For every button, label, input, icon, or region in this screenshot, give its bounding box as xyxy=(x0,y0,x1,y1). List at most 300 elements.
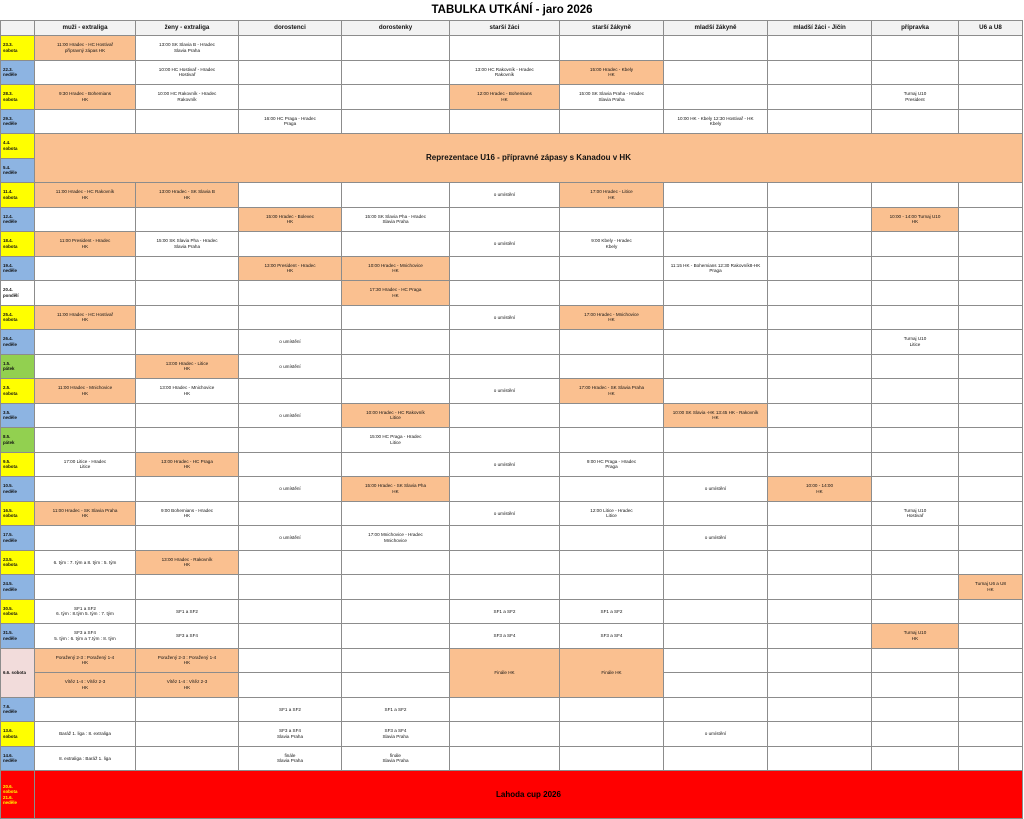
match-cell-starsi-zaci xyxy=(450,624,560,649)
date-weekday: neděle xyxy=(3,219,17,225)
date-day: 17.5. xyxy=(3,532,13,538)
match-cell-u6-a-u8 xyxy=(959,207,1023,232)
date-day: 26.4. xyxy=(3,336,13,342)
match-cell-muzi-extraliga xyxy=(35,550,136,575)
match-cell-mladsi-zaci-jicin xyxy=(768,60,872,85)
header-dorostenci: dorostenci xyxy=(239,21,342,36)
match-text: 13:00 Hradec - SK Slavia B xyxy=(159,189,215,195)
date-day: 9.5. xyxy=(3,458,11,464)
date-weekday: neděle xyxy=(3,121,17,127)
match-cell-starsi-zakyne xyxy=(560,648,664,697)
schedule-row xyxy=(1,722,1023,747)
schedule-row xyxy=(1,599,1023,624)
schedule-row xyxy=(1,134,1023,159)
date-cell xyxy=(1,599,35,624)
match-venue: HK xyxy=(183,464,191,470)
match-venue: HK xyxy=(183,390,191,396)
match-cell-dorostenky xyxy=(342,452,450,477)
match-cell-pripravka xyxy=(872,183,959,208)
match-cell-muzi-extraliga xyxy=(35,746,136,771)
match-cell-dorostenci xyxy=(239,477,342,502)
match-cell-zeny-extraliga xyxy=(136,330,239,355)
match-text: 15:00 Hradec - Bolevec xyxy=(265,213,314,219)
match-venue: HK xyxy=(183,366,191,372)
match-cell-dorostenci xyxy=(239,550,342,575)
match-cell-muzi-extraliga xyxy=(35,526,136,551)
date-weekday: neděle xyxy=(3,537,17,543)
match-venue: Kbely xyxy=(605,243,618,249)
date-cell xyxy=(1,722,35,747)
match-cell-starsi-zaci xyxy=(450,722,560,747)
match-text: 10:00 HC Rakovník - Hradec xyxy=(157,91,217,97)
match-text: SF1 a SF2 xyxy=(176,608,198,614)
match-cell-mladsi-zakyne xyxy=(664,183,768,208)
match-venue: HK xyxy=(608,317,615,323)
match-venue: HK xyxy=(392,488,399,494)
match-text: 10:00 - 14:00 Turnaj U10 xyxy=(889,213,941,219)
match-cell-dorostenci xyxy=(239,109,342,134)
match-text: 17:30 Hradec - HC Praga xyxy=(369,287,422,293)
match-text: 15:00 SK Slavia Pha - Hradec xyxy=(156,238,218,244)
match-cell-dorostenky xyxy=(342,599,450,624)
match-cell-dorostenci xyxy=(239,232,342,257)
match-cell-pripravka xyxy=(872,354,959,379)
date-day: 24.5. xyxy=(3,581,13,587)
match-cell-pripravka xyxy=(872,330,959,355)
match-cell-muzi-extraliga xyxy=(35,232,136,257)
match-cell-zeny-extraliga xyxy=(136,256,239,281)
match-cell-muzi-extraliga xyxy=(35,207,136,232)
match-cell-dorostenci xyxy=(239,354,342,379)
match-cell-pripravka xyxy=(872,477,959,502)
match-cell-dorostenci xyxy=(239,673,342,698)
match-cell-mladsi-zaci-jicin xyxy=(768,207,872,232)
match-text: SF3 a SF4 xyxy=(384,728,407,734)
match-cell-mladsi-zakyne xyxy=(664,305,768,330)
date-cell xyxy=(1,85,35,110)
match-cell-starsi-zaci xyxy=(450,599,560,624)
match-cell-mladsi-zaci-jicin xyxy=(768,697,872,722)
date-day: 28.3. xyxy=(3,91,13,97)
match-text: 10:00 SK Slavia -HK 13:45 HK - Rakovník xyxy=(672,409,759,415)
match-venue: President xyxy=(905,96,925,102)
date-cell xyxy=(1,697,35,722)
match-cell-u6-a-u8 xyxy=(959,36,1023,61)
date-cell xyxy=(1,60,35,85)
match-cell-mladsi-zaci-jicin xyxy=(768,624,872,649)
schedule-row xyxy=(1,379,1023,404)
match-cell-zeny-extraliga xyxy=(136,354,239,379)
match-cell-mladsi-zaci-jicin xyxy=(768,109,872,134)
match-cell-mladsi-zakyne xyxy=(664,256,768,281)
match-cell-u6-a-u8 xyxy=(959,109,1023,134)
match-cell-mladsi-zakyne xyxy=(664,746,768,771)
match-venue: HK xyxy=(286,219,294,225)
date-weekday: neděle xyxy=(3,72,17,78)
schedule-row xyxy=(1,354,1023,379)
match-cell-muzi-extraliga xyxy=(35,36,136,61)
match-venue: HK xyxy=(911,635,919,641)
match-cell-pripravka xyxy=(872,575,959,600)
match-cell-starsi-zaci xyxy=(450,305,560,330)
match-cell-starsi-zaci xyxy=(450,697,560,722)
match-cell-starsi-zaci xyxy=(450,281,560,306)
match-cell-muzi-extraliga xyxy=(35,60,136,85)
date-cell xyxy=(1,281,35,306)
match-cell-u6-a-u8 xyxy=(959,648,1023,673)
match-cell-mladsi-zakyne xyxy=(664,354,768,379)
match-cell-starsi-zakyne xyxy=(560,722,664,747)
match-text: 15:00 SK Slavia Pha - Hradec xyxy=(364,213,427,219)
match-cell-zeny-extraliga xyxy=(136,281,239,306)
match-text: 13:00 HC Rakovník - Hradec xyxy=(475,66,534,72)
match-cell-zeny-extraliga xyxy=(136,403,239,428)
match-text: o umístění xyxy=(279,535,301,541)
match-cell-starsi-zakyne xyxy=(560,477,664,502)
match-cell-dorostenci xyxy=(239,379,342,404)
match-cell-starsi-zakyne xyxy=(560,256,664,281)
date-day: 14.6. xyxy=(3,752,13,758)
date-cell xyxy=(1,109,35,134)
match-text: 17:00 Mnichovice - Hradec xyxy=(368,532,423,538)
match-text: SF3 a SF4 xyxy=(279,728,301,734)
date-weekday: pátek xyxy=(3,439,15,445)
match-cell-mladsi-zaci-jicin xyxy=(768,477,872,502)
match-cell-zeny-extraliga xyxy=(136,526,239,551)
match-cell-starsi-zaci xyxy=(450,477,560,502)
match-text: 12:00 Hradec - Bohemians xyxy=(477,91,532,97)
match-cell-dorostenky xyxy=(342,281,450,306)
match-cell-muzi-extraliga xyxy=(35,403,136,428)
match-venue: HK xyxy=(183,194,191,200)
date-day: 4.4. xyxy=(3,140,11,146)
match-cell-muzi-extraliga xyxy=(35,354,136,379)
match-cell-mladsi-zaci-jicin xyxy=(768,403,872,428)
date-cell xyxy=(1,305,35,330)
match-cell-dorostenci xyxy=(239,403,342,428)
match-cell-zeny-extraliga xyxy=(136,550,239,575)
match-cell-pripravka xyxy=(872,85,959,110)
schedule-row xyxy=(1,550,1023,575)
match-venue: Slavia Praha xyxy=(382,733,409,739)
match-cell-starsi-zaci xyxy=(450,526,560,551)
match-cell-mladsi-zaci-jicin xyxy=(768,526,872,551)
match-venue: HK xyxy=(183,513,191,519)
match-cell-starsi-zakyne xyxy=(560,697,664,722)
match-text: o umístění xyxy=(493,241,516,247)
match-text: Turnaj U10 xyxy=(903,91,927,97)
match-cell-muzi-extraliga xyxy=(35,599,136,624)
match-cell-dorostenky xyxy=(342,109,450,134)
match-venue: HK xyxy=(81,390,89,396)
match-cell-dorostenci xyxy=(239,305,342,330)
match-cell-starsi-zakyne xyxy=(560,379,664,404)
match-cell-starsi-zaci xyxy=(450,60,560,85)
match-cell-mladsi-zakyne xyxy=(664,624,768,649)
match-cell-mladsi-zakyne xyxy=(664,207,768,232)
match-cell-u6-a-u8 xyxy=(959,575,1023,600)
match-cell-zeny-extraliga xyxy=(136,697,239,722)
match-text: Baráž 1. liga : 8. extraliga xyxy=(59,731,111,737)
match-cell-muzi-extraliga xyxy=(35,452,136,477)
match-cell-muzi-extraliga xyxy=(35,183,136,208)
match-venue: HK xyxy=(81,684,89,690)
match-cell-u6-a-u8 xyxy=(959,452,1023,477)
match-cell-starsi-zaci xyxy=(450,85,560,110)
match-cell-starsi-zakyne xyxy=(560,36,664,61)
date-weekday: sobota xyxy=(3,733,18,739)
match-cell-starsi-zaci xyxy=(450,403,560,428)
date-weekday: pondělí xyxy=(3,292,19,298)
date-day: 20.6. xyxy=(3,783,13,789)
date-cell xyxy=(1,575,35,600)
match-cell-u6-a-u8 xyxy=(959,403,1023,428)
header-row xyxy=(1,21,1023,36)
match-cell-dorostenky xyxy=(342,85,450,110)
match-schedule-table xyxy=(0,20,1023,819)
match-text: o umístění xyxy=(279,339,301,345)
schedule-row xyxy=(1,648,1023,673)
match-cell-pripravka xyxy=(872,207,959,232)
match-cell-muzi-extraliga xyxy=(35,624,136,649)
schedule-row xyxy=(1,428,1023,453)
match-cell-mladsi-zakyne xyxy=(664,379,768,404)
match-venue: 5. tým : 6. tým a 7.tým : 8. tým xyxy=(54,635,116,641)
match-cell-mladsi-zakyne xyxy=(664,673,768,698)
match-cell-starsi-zakyne xyxy=(560,183,664,208)
match-text: Finále HK xyxy=(494,669,515,675)
lahoda-cup-banner: Lahoda cup 2026 xyxy=(35,771,1023,819)
schedule-row xyxy=(1,256,1023,281)
match-cell-pripravka xyxy=(872,281,959,306)
match-cell-dorostenky xyxy=(342,697,450,722)
match-text: 13:00 President - Hradec xyxy=(264,262,316,268)
match-cell-muzi-extraliga xyxy=(35,722,136,747)
match-cell-pripravka xyxy=(872,526,959,551)
match-venue: Mnichovice xyxy=(384,537,407,543)
match-cell-zeny-extraliga xyxy=(136,673,239,698)
match-cell-starsi-zakyne xyxy=(560,624,664,649)
match-cell-starsi-zakyne xyxy=(560,354,664,379)
match-cell-u6-a-u8 xyxy=(959,232,1023,257)
date-cell xyxy=(1,501,35,526)
schedule-row xyxy=(1,697,1023,722)
match-cell-mladsi-zakyne xyxy=(664,722,768,747)
schedule-row xyxy=(1,232,1023,257)
match-venue: Litice xyxy=(79,464,91,470)
match-cell-u6-a-u8 xyxy=(959,501,1023,526)
match-cell-zeny-extraliga xyxy=(136,109,239,134)
match-cell-dorostenky xyxy=(342,379,450,404)
match-venue: HK xyxy=(392,292,399,298)
date-weekday: sobota xyxy=(3,789,18,795)
match-text: Vítěz 1-4 : Vítěz 2-3 xyxy=(64,679,106,685)
match-cell-dorostenci xyxy=(239,575,342,600)
match-text: 11:00 Hradec - HC Rakovník xyxy=(55,189,115,195)
match-text: 10:00 - 14:00 xyxy=(805,483,834,489)
match-venue: Litice xyxy=(606,513,617,519)
match-cell-zeny-extraliga xyxy=(136,477,239,502)
header-muzi-extraliga: muži - extraliga xyxy=(35,21,136,36)
match-cell-mladsi-zakyne xyxy=(664,428,768,453)
match-cell-muzi-extraliga xyxy=(35,379,136,404)
match-text: 17:00 Hradec - SK Slavia Praha xyxy=(578,385,645,391)
match-text: SF3 a SF4 xyxy=(493,633,516,639)
match-text: Poražený 2-3 : Poražený 1-4 xyxy=(157,654,217,660)
match-cell-u6-a-u8 xyxy=(959,330,1023,355)
representation-banner: Reprezentace U16 - přípravné zápasy s Kanadou v HK xyxy=(35,134,1023,183)
match-cell-dorostenci xyxy=(239,207,342,232)
match-cell-mladsi-zakyne xyxy=(664,109,768,134)
match-venue: HK xyxy=(183,660,191,666)
date-cell xyxy=(1,183,35,208)
match-cell-dorostenky xyxy=(342,477,450,502)
match-venue: Slavia Praha xyxy=(382,758,409,764)
match-cell-mladsi-zakyne xyxy=(664,697,768,722)
date-day: 12.4. xyxy=(3,213,13,219)
match-cell-u6-a-u8 xyxy=(959,305,1023,330)
match-cell-pripravka xyxy=(872,36,959,61)
header-date xyxy=(1,21,35,36)
match-cell-mladsi-zaci-jicin xyxy=(768,232,872,257)
match-cell-muzi-extraliga xyxy=(35,477,136,502)
match-cell-dorostenci xyxy=(239,746,342,771)
match-cell-zeny-extraliga xyxy=(136,746,239,771)
match-cell-starsi-zakyne xyxy=(560,526,664,551)
match-cell-muzi-extraliga xyxy=(35,85,136,110)
match-cell-starsi-zakyne xyxy=(560,85,664,110)
match-cell-mladsi-zaci-jicin xyxy=(768,452,872,477)
match-cell-u6-a-u8 xyxy=(959,722,1023,747)
date-weekday: neděle xyxy=(3,758,17,764)
match-cell-u6-a-u8 xyxy=(959,526,1023,551)
match-cell-dorostenci xyxy=(239,428,342,453)
match-text: 11:00 Hradec - HC Hostivař xyxy=(56,42,114,48)
match-cell-u6-a-u8 xyxy=(959,624,1023,649)
schedule-row xyxy=(1,526,1023,551)
match-venue: HK xyxy=(911,219,919,225)
match-text: SF3 a SF4 xyxy=(600,633,623,639)
date-weekday: neděle xyxy=(3,709,17,715)
match-cell-mladsi-zaci-jicin xyxy=(768,428,872,453)
date-cell xyxy=(1,624,35,649)
match-text: o umístění xyxy=(493,192,516,198)
match-cell-mladsi-zaci-jicin xyxy=(768,648,872,673)
date-weekday: neděle xyxy=(3,341,17,347)
match-cell-mladsi-zakyne xyxy=(664,501,768,526)
match-cell-dorostenci xyxy=(239,624,342,649)
match-text: 10:00 Hradec - HC Rakovník xyxy=(366,409,425,415)
match-cell-u6-a-u8 xyxy=(959,379,1023,404)
match-cell-muzi-extraliga xyxy=(35,673,136,698)
match-cell-u6-a-u8 xyxy=(959,256,1023,281)
match-cell-starsi-zaci xyxy=(450,330,560,355)
match-venue: HK xyxy=(608,390,615,396)
match-text: 11:00 Hradec - Mnichovice xyxy=(57,385,113,391)
match-cell-zeny-extraliga xyxy=(136,232,239,257)
header-mladsi-zaci-jicin: mladší žáci - Jičín xyxy=(768,21,872,36)
match-text: Vítěz 1-4 : Vítěz 2-3 xyxy=(166,679,208,685)
match-cell-dorostenky xyxy=(342,36,450,61)
schedule-row xyxy=(1,60,1023,85)
match-text: 9:00 HC Praga - Hradec xyxy=(586,458,637,464)
match-cell-pripravka xyxy=(872,109,959,134)
date-cell xyxy=(1,746,35,771)
match-cell-starsi-zaci xyxy=(450,575,560,600)
header-zeny-extraliga: ženy - extraliga xyxy=(136,21,239,36)
match-text: Finále HK xyxy=(601,669,622,675)
match-venue: HK xyxy=(183,684,191,690)
match-cell-dorostenky xyxy=(342,232,450,257)
date-day: 2.5. xyxy=(3,385,11,391)
match-venue: HK xyxy=(987,586,994,592)
match-cell-starsi-zaci xyxy=(450,256,560,281)
date-day: 1.5. xyxy=(3,360,11,366)
date-weekday: sobota xyxy=(3,464,18,470)
match-cell-dorostenci xyxy=(239,183,342,208)
match-cell-starsi-zaci xyxy=(450,648,560,697)
match-text: o umístění xyxy=(704,486,727,492)
match-cell-dorostenky xyxy=(342,648,450,673)
schedule-row xyxy=(1,36,1023,61)
header-dorostenky: dorostenky xyxy=(342,21,450,36)
match-cell-zeny-extraliga xyxy=(136,452,239,477)
schedule-row xyxy=(1,183,1023,208)
match-cell-zeny-extraliga xyxy=(136,379,239,404)
match-text: SF1 a SF2 xyxy=(279,706,301,712)
match-cell-pripravka xyxy=(872,379,959,404)
match-text: 13:00 Hradec - Mnichovice xyxy=(159,385,215,391)
match-text: SF3 a SF4 xyxy=(74,630,96,636)
match-text: 11:00 Hradec - HC Hostivař xyxy=(56,311,114,317)
header-starsi-zaci: starší žáci xyxy=(450,21,560,36)
match-text: o umístění xyxy=(279,363,301,369)
match-venue: Litice xyxy=(390,415,401,421)
match-cell-mladsi-zaci-jicin xyxy=(768,256,872,281)
match-venue: Slavia Praha xyxy=(276,733,304,739)
date-day: 30.5. xyxy=(3,605,13,611)
date-day: 13.6. xyxy=(3,728,13,734)
match-cell-starsi-zakyne xyxy=(560,452,664,477)
match-cell-starsi-zaci xyxy=(450,550,560,575)
match-cell-dorostenci xyxy=(239,501,342,526)
schedule-row xyxy=(1,746,1023,771)
date-weekday: sobota xyxy=(3,47,18,53)
schedule-row xyxy=(1,452,1023,477)
date-weekday: neděle xyxy=(3,488,17,494)
match-cell-starsi-zakyne xyxy=(560,599,664,624)
match-cell-zeny-extraliga xyxy=(136,624,239,649)
match-cell-dorostenky xyxy=(342,403,450,428)
date-day: 10.5. xyxy=(3,483,13,489)
match-cell-mladsi-zaci-jicin xyxy=(768,746,872,771)
match-cell-starsi-zaci xyxy=(450,501,560,526)
match-cell-zeny-extraliga xyxy=(136,575,239,600)
match-text: 9:00 Kbely - Hradec xyxy=(591,238,632,244)
date-day: 5.4. xyxy=(3,164,11,170)
match-cell-zeny-extraliga xyxy=(136,428,239,453)
match-cell-mladsi-zaci-jicin xyxy=(768,281,872,306)
match-venue: 6. tým : 8.tým 5. tým : 7. tým xyxy=(56,611,114,617)
match-cell-u6-a-u8 xyxy=(959,60,1023,85)
match-cell-u6-a-u8 xyxy=(959,183,1023,208)
match-cell-dorostenci xyxy=(239,526,342,551)
match-cell-zeny-extraliga xyxy=(136,722,239,747)
match-cell-dorostenci xyxy=(239,85,342,110)
match-cell-pripravka xyxy=(872,722,959,747)
match-text: 10:00 Hradec - Mnichovice xyxy=(368,262,423,268)
match-cell-u6-a-u8 xyxy=(959,746,1023,771)
